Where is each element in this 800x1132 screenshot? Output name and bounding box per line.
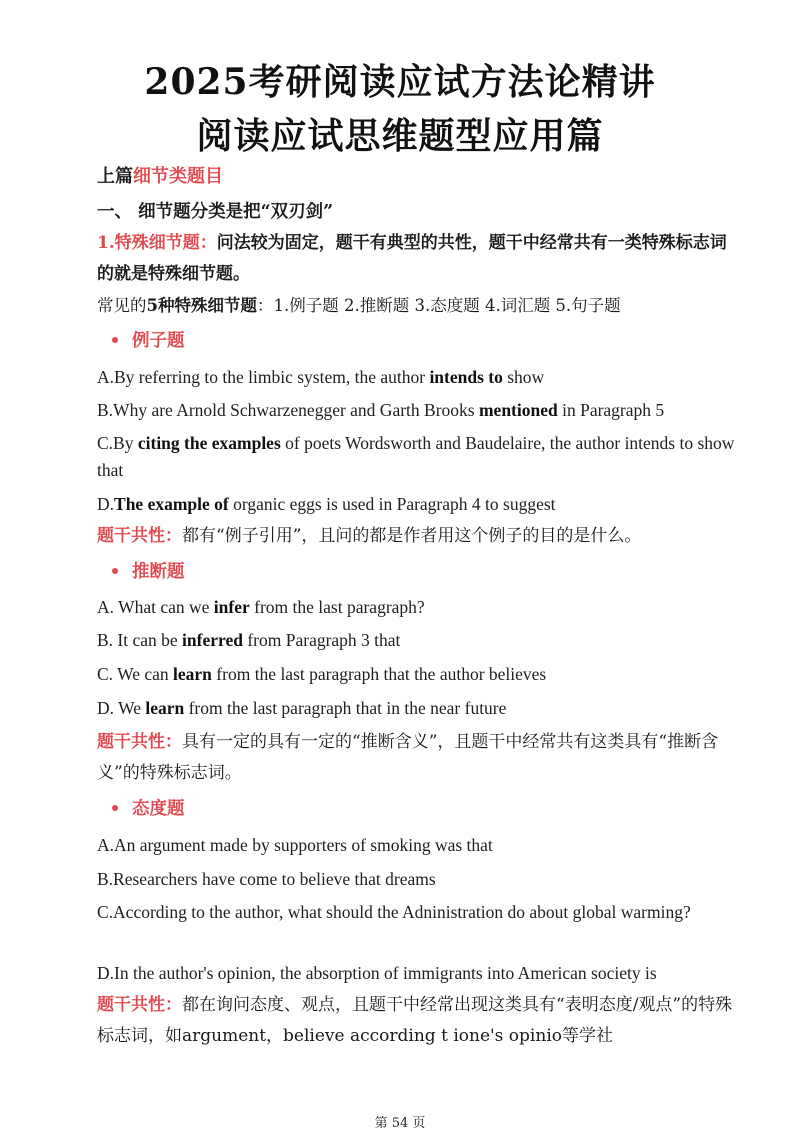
attitude-note: 题干共性：都在询问态度、观点，且题干中经常出现这类具有“表明态度/观点”的特殊标志词，如argument，believe according t ione's opinio等学社 <box>97 995 733 1046</box>
document-title: 2025考研阅读应试方法论精讲 <box>144 61 656 103</box>
example-note: 题干共性：都有“例子引用”，且问的都是作者用这个例子的目的是什么。 <box>97 526 642 546</box>
bullet-attitude-label: 态度题 <box>132 799 185 819</box>
attitude-option-a: A.An argument made by supporters of smoking was that <box>97 835 493 855</box>
attitude-option-d: D.In the author's opinion, the absorption of immigrants into American society is <box>97 963 657 983</box>
bullet-example-label: 例子题 <box>132 331 185 351</box>
infer-option-d: D. We learn from the last paragraph that in the near future <box>97 698 507 718</box>
attitude-option-c: C.According to the author, what should the Adninistration do about global warming? <box>97 902 691 922</box>
common-bold: 5种特殊细节题 <box>146 296 257 315</box>
bullet-dot-icon <box>112 805 118 811</box>
special-detail-text: 问法较为固定，题干有典型的共性，题干中经常共有一类特殊标志词的就是特殊细节题。 <box>97 233 727 284</box>
common-types-line <box>97 292 621 316</box>
heading-double-edged: 一、 细节题分类是把“双刃剑” <box>97 202 334 222</box>
common-rest: ：1.例子题 2.推断题 3.态度题 4.词汇题 5.句子题 <box>256 296 621 315</box>
example-option-a: A.By referring to the limbic system, the author intends to show <box>97 367 545 387</box>
section-prefix: 上篇 <box>97 166 133 187</box>
example-option-b: B.Why are Arnold Schwarzenegger and Garth Brooks mentioned in Paragraph 5 <box>97 400 665 420</box>
example-option-c: C.By citing the examples of poets Wordsworth and Baudelaire, the author intends to show that <box>97 433 735 480</box>
common-prefix: 常见的 <box>97 296 147 315</box>
infer-option-c: C. We can learn from the last paragraph that the author believes <box>97 664 547 684</box>
bullet-dot-icon <box>112 568 118 574</box>
infer-option-b: B. It can be inferred from Paragraph 3 that <box>97 630 401 650</box>
special-detail-lead: 1.特殊细节题： <box>97 233 217 253</box>
attitude-option-b: B.Researchers have come to believe that dreams <box>97 869 436 889</box>
page-number: 第 54 页 <box>374 1116 426 1131</box>
bullet-attitude <box>112 795 185 820</box>
bullet-inference <box>112 558 185 583</box>
infer-option-a: A. What can we infer from the last paragraph? <box>97 597 425 617</box>
special-detail-definition <box>97 228 737 290</box>
bullet-inference-label: 推断题 <box>132 562 185 582</box>
infer-note: 题干共性：具有一定的具有一定的“推断含义”，且题干中经常共有这类具有“推断含义”的特殊标志词。 <box>97 732 719 783</box>
section-heading <box>97 162 223 188</box>
document-subtitle: 阅读应试思维题型应用篇 <box>196 115 604 157</box>
example-option-d: D.The example of organic eggs is used in Paragraph 4 to suggest <box>97 494 556 514</box>
section-name: 细节类题目 <box>133 166 223 187</box>
bullet-example <box>112 327 185 352</box>
bullet-dot-icon <box>112 337 118 343</box>
